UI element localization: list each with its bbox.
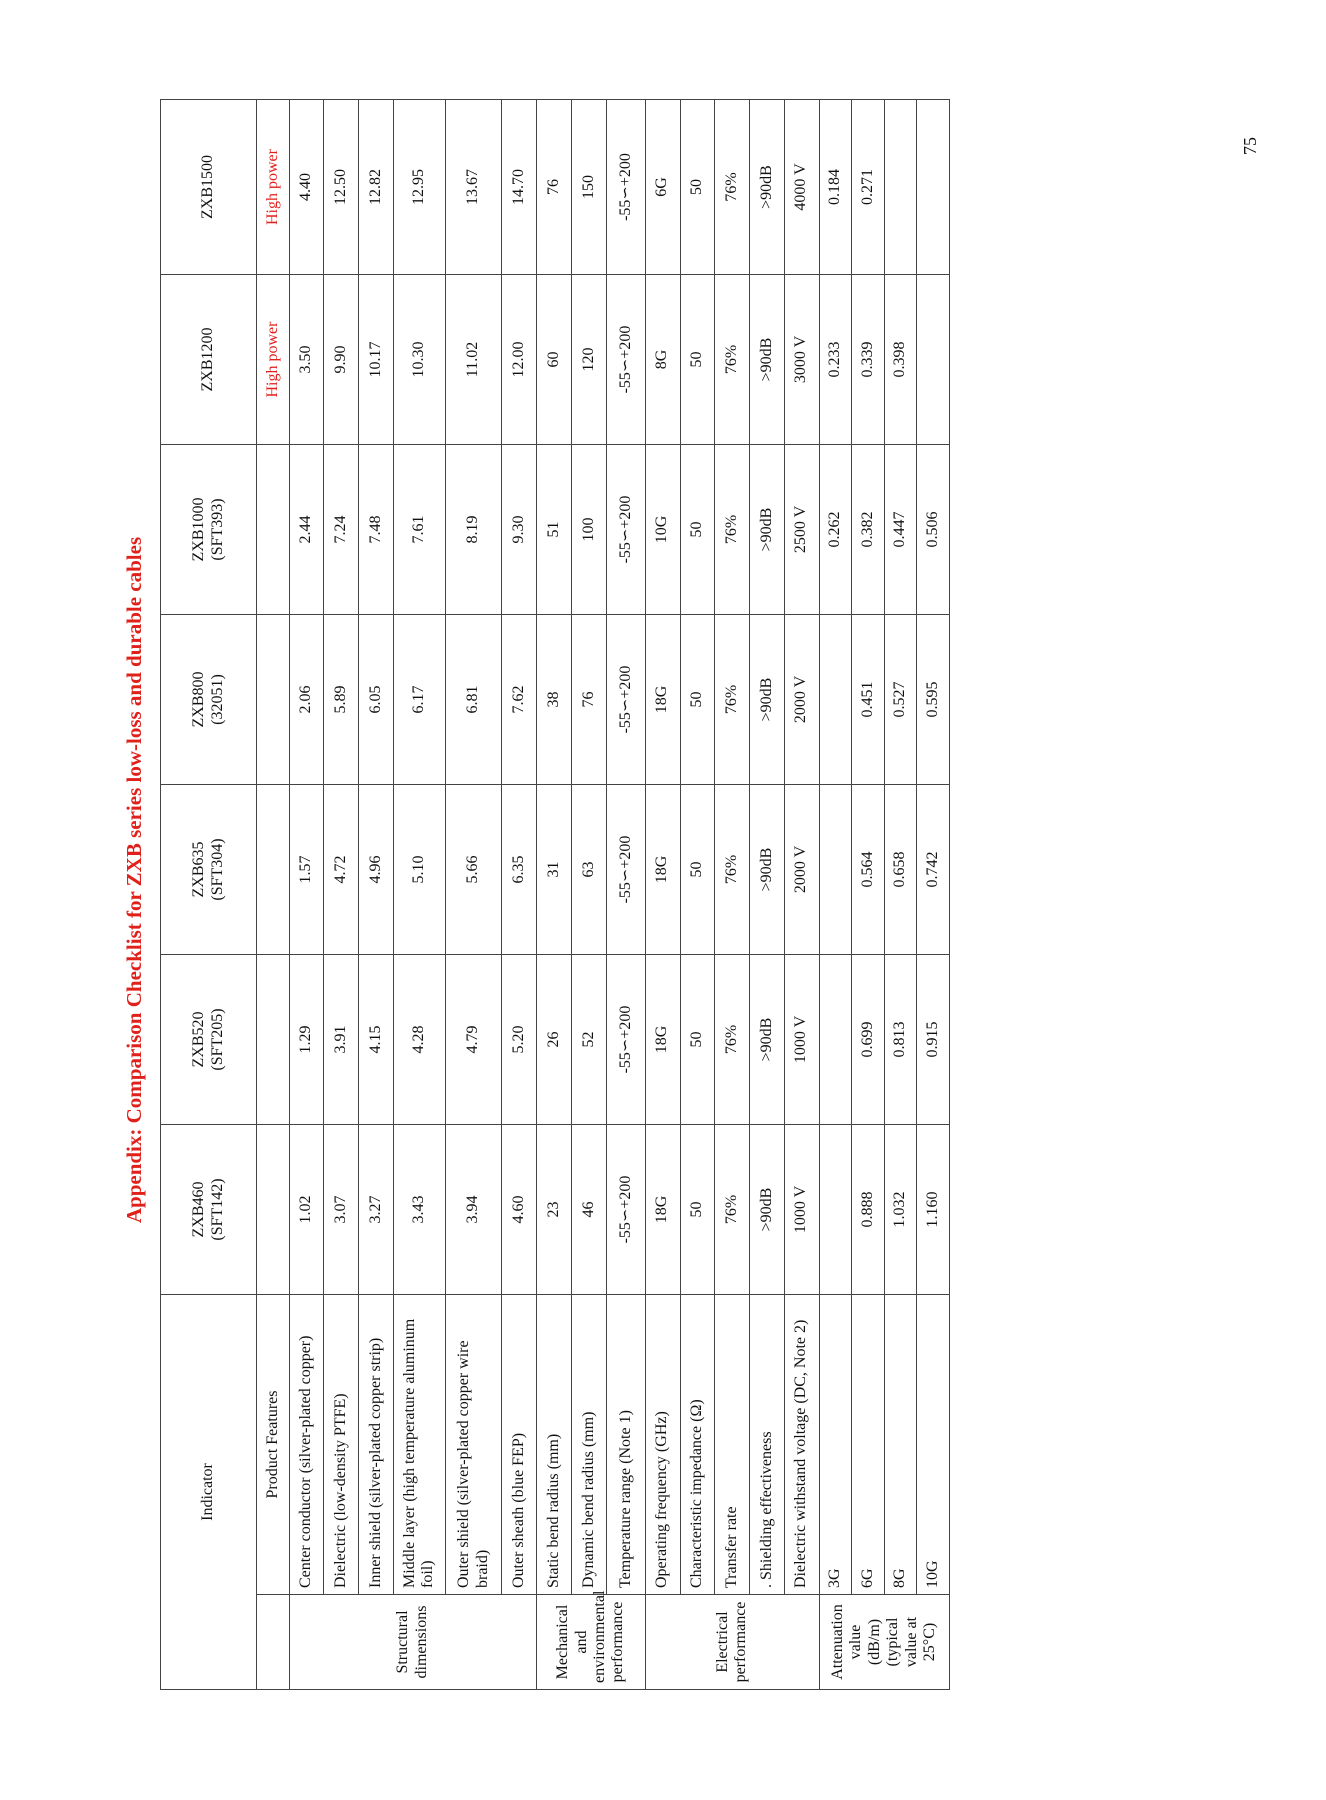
header-row [161,100,257,1690]
column-header [161,615,257,785]
table-cell: 50 [680,1125,715,1295]
table-cell: 12.95 [393,100,445,275]
model-code: (SFT142) [208,1178,226,1241]
page-number: 75 [1240,137,1260,155]
table-cell: 2.06 [289,615,324,785]
table-cell: -55∽+200 [606,615,645,785]
row-label: Temperature range (Note 1) [606,1295,645,1595]
row-label: Operating frequency (GHz) [645,1295,680,1595]
feature-cell [257,955,290,1125]
table-cell: 6.05 [359,615,394,785]
table-cell: 10.30 [393,275,445,445]
table-cell: 8G [645,275,680,445]
column-header [161,445,257,615]
table-row [680,100,715,1690]
model-code: (SFT393) [208,498,226,561]
table-cell: 63 [571,785,606,955]
table-row [606,100,645,1690]
table-cell: 3.94 [445,1125,501,1295]
group-label-electrical: Electrical performance [645,1595,819,1690]
table-cell: 11.02 [445,275,501,445]
table-cell: 18G [645,615,680,785]
row-label: . Shielding effectiveness [750,1295,785,1595]
row-label: Outer shield (silver-plated copper wire braid) [445,1295,501,1595]
model-code: (SFT304) [208,838,226,901]
model-name: ZXB635 [190,841,208,898]
model-code: (SFT205) [208,1008,226,1071]
table-cell: 76% [715,615,750,785]
group-label-structural: Structural dimensions [289,1595,537,1690]
row-label: Middle layer (high temperature aluminum foil) [393,1295,445,1595]
row-label: 10G [917,1295,950,1595]
row-label: 3G [819,1295,852,1595]
model-name: ZXB1200 [199,327,217,392]
group-label-mechanical: Mechanical and environmental performance [537,1595,646,1690]
table-cell: 38 [537,615,572,785]
table-cell: >90dB [750,100,785,275]
table-cell: 0.339 [852,275,885,445]
table-cell: 1.29 [289,955,324,1125]
table-cell: 6G [645,100,680,275]
table-cell: 23 [537,1125,572,1295]
table-row [393,100,445,1690]
table-cell: 10G [645,445,680,615]
feature-cell [257,785,290,955]
table-row [784,100,819,1690]
table-cell: 0.506 [917,445,950,615]
table-row [502,100,537,1690]
table-cell: -55∽+200 [606,275,645,445]
table-cell: 0.699 [852,955,885,1125]
feature-cell: High power [257,100,290,275]
table-cell: 4000 V [784,100,819,275]
table-cell: 0.813 [884,955,917,1125]
row-label: Center conductor (silver-plated copper) [289,1295,324,1595]
table-cell: 7.61 [393,445,445,615]
table-cell: 3.50 [289,275,324,445]
table-cell: 4.28 [393,955,445,1125]
table-cell: 4.72 [324,785,359,955]
table-cell: -55∽+200 [606,955,645,1125]
empty-cell [257,1595,290,1690]
table-cell: 4.40 [289,100,324,275]
table-cell: 51 [537,445,572,615]
column-header [161,275,257,445]
table-cell: 13.67 [445,100,501,275]
table-cell: 76 [571,615,606,785]
model-name: ZXB460 [190,1181,208,1238]
table-cell: -55∽+200 [606,445,645,615]
column-header [161,100,257,275]
table-cell: 150 [571,100,606,275]
row-label: Dynamic bend radius (mm) [571,1295,606,1595]
table-cell: 50 [680,615,715,785]
table-cell: 76% [715,1125,750,1295]
table-row [819,100,852,1690]
table-cell [819,785,852,955]
table-cell: >90dB [750,445,785,615]
table-row [645,100,680,1690]
table-cell: 5.89 [324,615,359,785]
table-cell: 0.527 [884,615,917,785]
table-cell: 5.66 [445,785,501,955]
table-cell: 0.564 [852,785,885,955]
table-cell: >90dB [750,1125,785,1295]
table-cell: 31 [537,785,572,955]
table-cell: 0.398 [884,275,917,445]
table-cell: 2000 V [784,785,819,955]
table-cell: 1.032 [884,1125,917,1295]
table-cell: 100 [571,445,606,615]
table-cell: 1000 V [784,1125,819,1295]
table-row [917,100,950,1690]
feature-cell [257,1125,290,1295]
table-cell: 6.35 [502,785,537,955]
table-cell: >90dB [750,615,785,785]
table-cell: 7.48 [359,445,394,615]
row-label: Transfer rate [715,1295,750,1595]
table-row [537,100,572,1690]
page-title: Appendix: Comparison Checklist for ZXB series low-loss and durable cables [122,536,146,1224]
table-cell: 50 [680,275,715,445]
table-cell [819,1125,852,1295]
table-cell: 18G [645,785,680,955]
table-cell: 3.07 [324,1125,359,1295]
table-row [324,100,359,1690]
model-name: ZXB520 [190,1011,208,1068]
table-cell: 14.70 [502,100,537,275]
table-cell [917,100,950,275]
row-label: Inner shield (silver-plated copper strip) [359,1295,394,1595]
table-cell: 2000 V [784,615,819,785]
table-cell: 4.60 [502,1125,537,1295]
model-name: ZXB800 [190,671,208,728]
table-row [289,100,324,1690]
table-cell: 7.24 [324,445,359,615]
model-name: ZXB1000 [190,497,208,562]
table-cell: 0.233 [819,275,852,445]
table-cell: 3000 V [784,275,819,445]
table-cell: 4.15 [359,955,394,1125]
row-label: Outer sheath (blue FEP) [502,1295,537,1595]
indicator-header: Indicator [161,1295,257,1690]
table-cell: 0.888 [852,1125,885,1295]
table-cell [917,275,950,445]
table-cell: 50 [680,955,715,1125]
column-header [161,955,257,1125]
table-cell: 3.43 [393,1125,445,1295]
table-cell: 0.595 [917,615,950,785]
group-label-attenuation: Attenuation value (dB/m)(typical value at 25°C) [819,1595,949,1690]
feature-cell: High power [257,275,290,445]
row-label: 6G [852,1295,885,1595]
table-cell: 76% [715,955,750,1125]
table-cell: 1.57 [289,785,324,955]
table-cell: -55∽+200 [606,1125,645,1295]
column-header [161,1125,257,1295]
table-cell: 60 [537,275,572,445]
row-label: Dielectric (low-density PTFE) [324,1295,359,1595]
table-cell: >90dB [750,785,785,955]
table-cell: 8.19 [445,445,501,615]
table-row [715,100,750,1690]
table-cell: 0.184 [819,100,852,275]
table-cell: 0.271 [852,100,885,275]
table-cell: 18G [645,1125,680,1295]
table-cell: 0.915 [917,955,950,1125]
table-cell: 1000 V [784,955,819,1125]
table-cell: 2.44 [289,445,324,615]
table-cell: 76% [715,785,750,955]
column-header [161,785,257,955]
table-cell [819,955,852,1125]
table-cell: 26 [537,955,572,1125]
table-cell: 50 [680,445,715,615]
table-cell: 50 [680,785,715,955]
feature-cell [257,615,290,785]
table-cell: 3.91 [324,955,359,1125]
table-cell: 0.447 [884,445,917,615]
table-cell: 4.96 [359,785,394,955]
table-cell: 120 [571,275,606,445]
row-label: 8G [884,1295,917,1595]
table-cell: 6.81 [445,615,501,785]
model-code: (32051) [208,674,226,725]
table-cell: 5.10 [393,785,445,955]
table-cell: 0.742 [917,785,950,955]
table-cell: 6.17 [393,615,445,785]
table-cell [819,615,852,785]
table-cell: 0.382 [852,445,885,615]
table-cell: 4.79 [445,955,501,1125]
table-cell: 0.658 [884,785,917,955]
table-cell: 3.27 [359,1125,394,1295]
table-cell: 2500 V [784,445,819,615]
row-label: Dielectric withstand voltage (DC, Note 2) [784,1295,819,1595]
table-cell: 46 [571,1125,606,1295]
table-row [359,100,394,1690]
table-cell: 76% [715,445,750,615]
table-cell: 12.82 [359,100,394,275]
row-label: Static bend radius (mm) [537,1295,572,1595]
table-row [445,100,501,1690]
table-cell: 76 [537,100,572,275]
model-name: ZXB1500 [199,155,217,219]
table-cell: 1.02 [289,1125,324,1295]
table-cell: 10.17 [359,275,394,445]
table-row [750,100,785,1690]
table-cell: 7.62 [502,615,537,785]
table-cell: 5.20 [502,955,537,1125]
feature-cell [257,445,290,615]
table-row [571,100,606,1690]
table-row [852,100,885,1690]
table-cell [884,100,917,275]
table-cell: 9.30 [502,445,537,615]
table-cell: 9.90 [324,275,359,445]
comparison-table [160,99,950,1690]
table-cell: 52 [571,955,606,1125]
table-cell: 76% [715,100,750,275]
table-cell: 0.451 [852,615,885,785]
table-row [884,100,917,1690]
table-cell: -55∽+200 [606,785,645,955]
table-cell: 12.50 [324,100,359,275]
row-label: Characteristic impedance (Ω) [680,1295,715,1595]
table-cell: >90dB [750,955,785,1125]
table-cell: >90dB [750,275,785,445]
table-cell: 12.00 [502,275,537,445]
table-row [257,100,290,1690]
table-cell: 1.160 [917,1125,950,1295]
table-cell: -55∽+200 [606,100,645,275]
table-cell: 18G [645,955,680,1125]
table-cell: 0.262 [819,445,852,615]
table-cell: 50 [680,100,715,275]
features-label: Product Features [257,1295,290,1595]
table-cell: 76% [715,275,750,445]
